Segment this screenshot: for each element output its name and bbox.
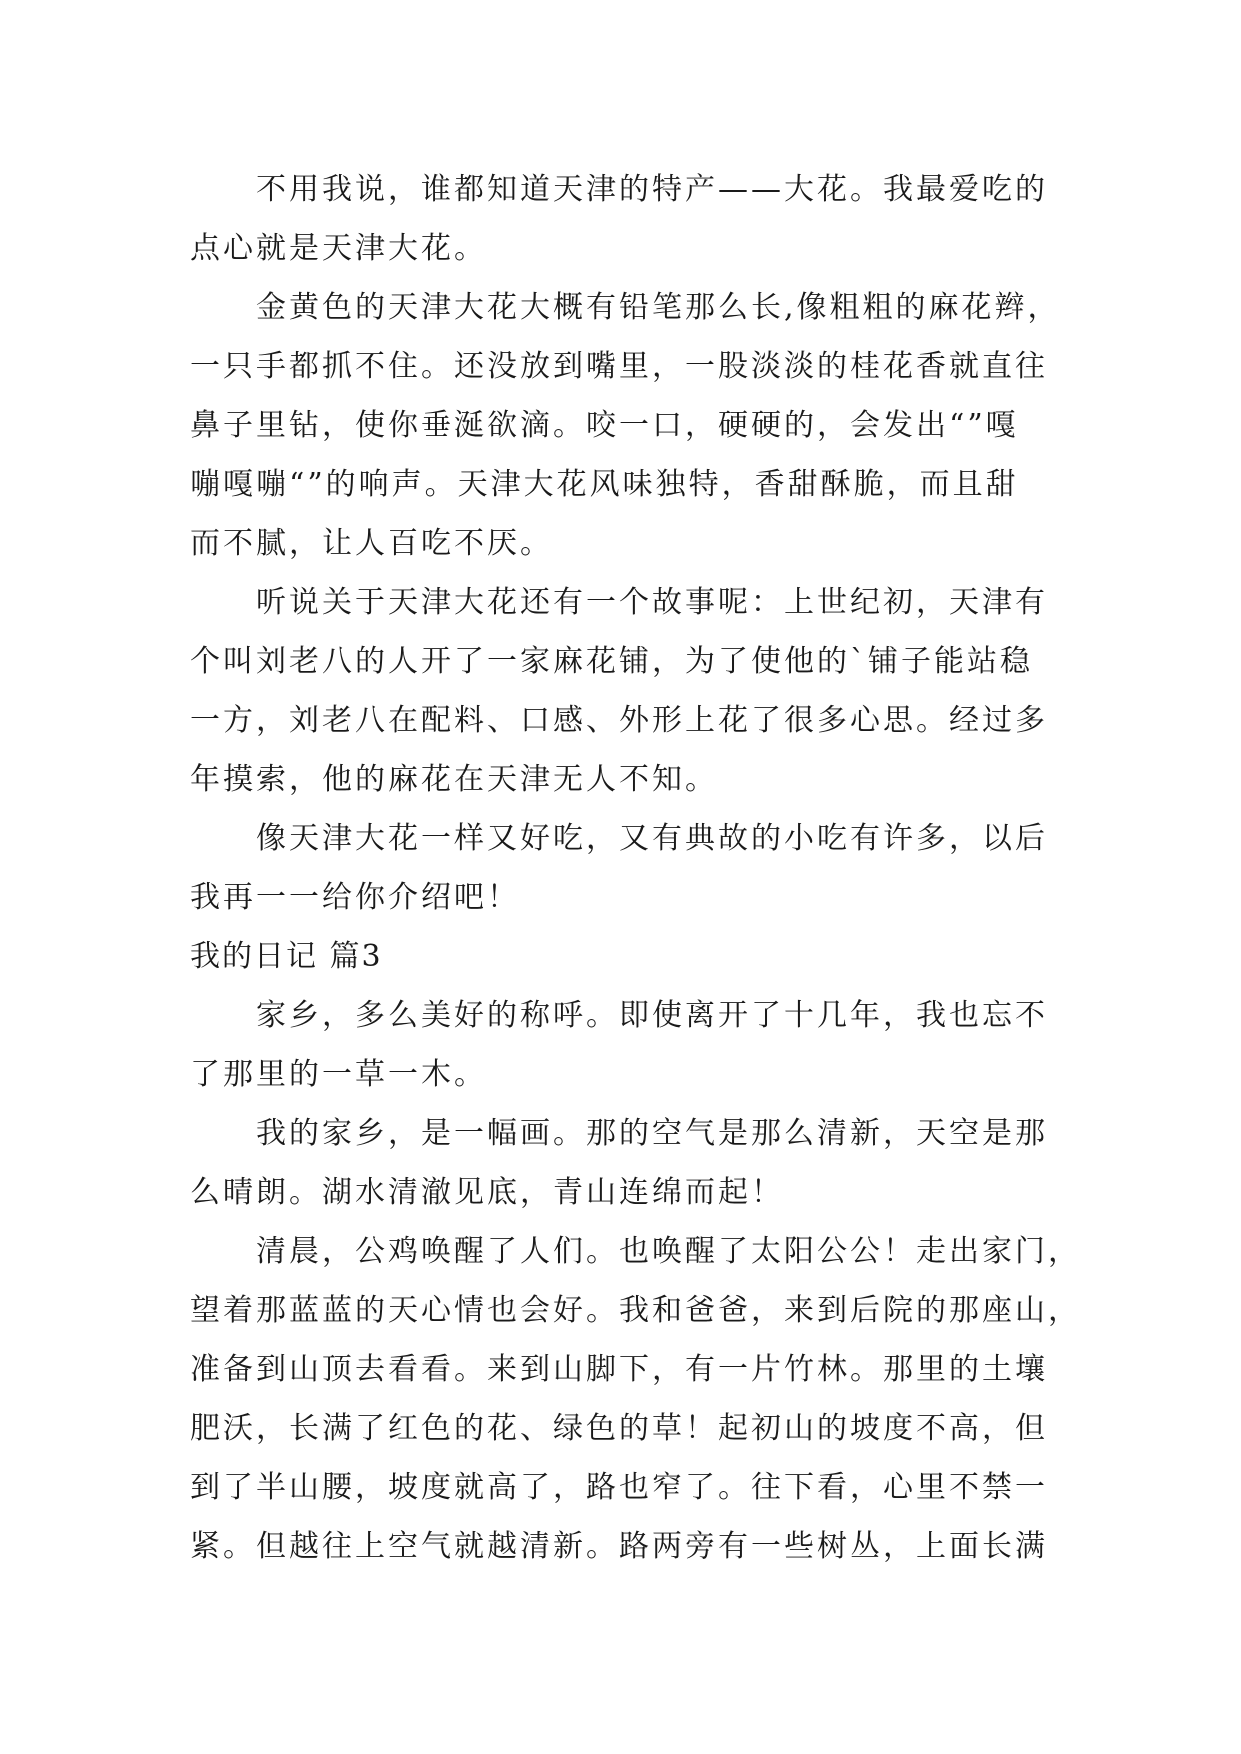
text-line: 而不腻，让人百吃不厌。 <box>190 526 553 561</box>
section-heading: 我的日记 篇3 <box>190 939 383 974</box>
text-line: 到了半山腰，坡度就高了，路也窄了。往下看，心里不禁一 <box>190 1470 1048 1505</box>
text-line: 肥沃，长满了红色的花、绿色的草！起初山的坡度不高，但 <box>190 1411 1048 1446</box>
text-line: 紧。但越往上空气就越清新。路两旁有一些树丛，上面长满 <box>190 1529 1048 1564</box>
text-line: 鼻子里钻，使你垂涎欲滴。咬一口，硬硬的，会发出“”嘎 <box>190 408 1019 443</box>
text-line: 嘣嘎嘣“”的响声。天津大花风味独特，香甜酥脆，而且甜 <box>190 467 1019 502</box>
text-line: 点心就是天津大花。 <box>190 231 487 266</box>
text-line: 一方，刘老八在配料、口感、外形上花了很多心思。经过多 <box>190 703 1048 738</box>
text-line: 一只手都抓不住。还没放到嘴里，一股淡淡的桂花香就直往 <box>190 349 1048 384</box>
text-line: 望着那蓝蓝的天心情也会好。我和爸爸，来到后院的那座山， <box>190 1293 1081 1328</box>
text-line: 家乡，多么美好的称呼。即使离开了十几年，我也忘不 <box>256 998 1048 1033</box>
text-line: 不用我说，谁都知道天津的特产——大花。我最爱吃的 <box>256 172 1048 207</box>
text-line: 准备到山顶去看看。来到山脚下，有一片竹林。那里的土壤 <box>190 1352 1048 1387</box>
text-line: 金黄色的天津大花大概有铅笔那么长,像粗粗的麻花辫， <box>256 290 1061 325</box>
text-line: 听说关于天津大花还有一个故事呢：上世纪初，天津有 <box>256 585 1048 620</box>
text-line: 了那里的一草一木。 <box>190 1057 487 1092</box>
text-line: 个叫刘老八的人开了一家麻花铺，为了使他的`铺子能站稳 <box>190 644 1033 679</box>
text-line: 我再一一给你介绍吧！ <box>190 880 520 915</box>
text-line: 清晨，公鸡唤醒了人们。也唤醒了太阳公公！走出家门， <box>256 1234 1081 1269</box>
text-line: 我的家乡，是一幅画。那的空气是那么清新，天空是那 <box>256 1116 1048 1151</box>
text-line: 么晴朗。湖水清澈见底，青山连绵而起！ <box>190 1175 784 1210</box>
document-body <box>190 160 1090 1576</box>
text-line: 像天津大花一样又好吃，又有典故的小吃有许多，以后 <box>256 821 1048 856</box>
text-line: 年摸索，他的麻花在天津无人不知。 <box>190 762 718 797</box>
